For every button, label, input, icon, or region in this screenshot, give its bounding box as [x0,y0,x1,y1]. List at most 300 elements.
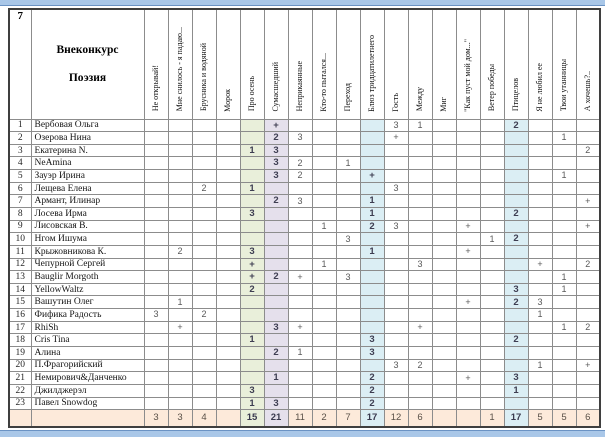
vote-cell[interactable] [240,170,264,183]
vote-cell[interactable]: 2 [264,271,288,284]
vote-cell[interactable] [144,384,168,397]
vote-cell[interactable] [432,220,456,233]
vote-cell[interactable] [552,347,576,360]
vote-cell[interactable] [216,119,240,132]
vote-cell[interactable] [480,397,504,410]
vote-cell[interactable]: 3 [264,170,288,183]
vote-cell[interactable]: 3 [384,220,408,233]
vote-cell[interactable] [192,207,216,220]
vote-cell[interactable] [552,233,576,246]
column-header[interactable] [504,9,528,119]
vote-cell[interactable] [168,207,192,220]
vote-cell[interactable] [264,220,288,233]
vote-cell[interactable] [216,283,240,296]
vote-cell[interactable]: 3 [360,347,384,360]
corner-cell[interactable]: 7 [9,9,31,119]
vote-cell[interactable]: 3 [360,334,384,347]
vote-cell[interactable]: 3 [240,245,264,258]
vote-cell[interactable] [456,233,480,246]
vote-cell[interactable] [360,144,384,157]
vote-cell[interactable]: 2 [288,157,312,170]
vote-cell[interactable] [264,207,288,220]
vote-cell[interactable] [216,397,240,410]
vote-cell[interactable] [576,397,600,410]
vote-cell[interactable] [168,157,192,170]
vote-cell[interactable] [264,359,288,372]
vote-cell[interactable] [312,397,336,410]
vote-cell[interactable] [144,182,168,195]
vote-cell[interactable] [240,347,264,360]
vote-cell[interactable] [288,283,312,296]
vote-cell[interactable] [168,283,192,296]
vote-cell[interactable] [240,309,264,322]
vote-cell[interactable] [456,170,480,183]
vote-cell[interactable] [312,296,336,309]
vote-cell[interactable]: 1 [360,245,384,258]
vote-cell[interactable] [480,347,504,360]
vote-cell[interactable] [192,372,216,385]
vote-cell[interactable] [312,359,336,372]
vote-cell[interactable] [456,144,480,157]
vote-cell[interactable]: 1 [312,258,336,271]
vote-cell[interactable] [480,245,504,258]
vote-cell[interactable] [168,220,192,233]
vote-cell[interactable] [432,207,456,220]
vote-cell[interactable] [312,321,336,334]
vote-cell[interactable] [360,271,384,284]
vote-cell[interactable] [312,384,336,397]
entry-name[interactable]: Немирович&Данченко [31,372,144,385]
vote-cell[interactable] [456,397,480,410]
vote-cell[interactable] [432,144,456,157]
vote-cell[interactable] [360,258,384,271]
vote-cell[interactable]: 2 [168,245,192,258]
vote-cell[interactable] [288,245,312,258]
vote-cell[interactable] [336,372,360,385]
vote-cell[interactable] [168,195,192,208]
vote-cell[interactable]: 1 [240,182,264,195]
title-cell[interactable] [31,9,144,119]
vote-cell[interactable] [360,119,384,132]
vote-cell[interactable]: 2 [504,119,528,132]
vote-cell[interactable] [432,245,456,258]
column-header[interactable] [240,9,264,119]
vote-cell[interactable] [144,359,168,372]
vote-cell[interactable] [288,309,312,322]
vote-cell[interactable]: + [360,170,384,183]
vote-cell[interactable] [456,384,480,397]
vote-cell[interactable] [216,271,240,284]
vote-cell[interactable] [336,119,360,132]
vote-cell[interactable]: 3 [384,182,408,195]
vote-cell[interactable] [240,157,264,170]
vote-cell[interactable]: + [240,258,264,271]
entry-name[interactable]: Вербовая Ольга [31,119,144,132]
vote-cell[interactable]: 1 [552,321,576,334]
column-header[interactable] [168,9,192,119]
column-header[interactable] [336,9,360,119]
vote-cell[interactable] [288,258,312,271]
vote-cell[interactable] [504,359,528,372]
vote-cell[interactable] [456,347,480,360]
vote-cell[interactable] [552,309,576,322]
vote-cell[interactable] [456,157,480,170]
vote-cell[interactable] [336,321,360,334]
vote-cell[interactable] [528,182,552,195]
vote-cell[interactable] [480,334,504,347]
vote-cell[interactable] [528,195,552,208]
vote-cell[interactable] [432,170,456,183]
vote-cell[interactable] [576,372,600,385]
vote-cell[interactable] [504,309,528,322]
vote-cell[interactable] [384,296,408,309]
vote-cell[interactable]: 2 [360,220,384,233]
vote-cell[interactable]: 2 [504,207,528,220]
vote-cell[interactable] [552,359,576,372]
vote-cell[interactable]: 1 [552,132,576,145]
vote-cell[interactable] [192,347,216,360]
entry-name[interactable]: Чепурной Сергей [31,258,144,271]
vote-cell[interactable] [384,258,408,271]
vote-cell[interactable] [384,309,408,322]
entry-name[interactable]: Екатерина N. [31,144,144,157]
vote-cell[interactable] [576,182,600,195]
vote-cell[interactable]: 2 [504,334,528,347]
vote-cell[interactable] [192,132,216,145]
entry-name[interactable]: RhiSh [31,321,144,334]
vote-cell[interactable] [384,397,408,410]
vote-cell[interactable]: 1 [408,119,432,132]
vote-cell[interactable] [336,207,360,220]
entry-name[interactable]: YellowWaltz [31,283,144,296]
entry-name[interactable]: Bauglir Morgoth [31,271,144,284]
vote-cell[interactable] [288,119,312,132]
vote-cell[interactable] [480,271,504,284]
vote-cell[interactable] [312,271,336,284]
vote-cell[interactable] [192,321,216,334]
vote-cell[interactable] [576,157,600,170]
vote-cell[interactable] [504,182,528,195]
vote-cell[interactable] [168,384,192,397]
vote-cell[interactable] [432,182,456,195]
vote-cell[interactable] [552,182,576,195]
vote-cell[interactable] [384,271,408,284]
vote-cell[interactable] [168,132,192,145]
vote-cell[interactable] [456,321,480,334]
vote-cell[interactable] [144,245,168,258]
column-header[interactable] [360,9,384,119]
vote-cell[interactable] [264,309,288,322]
vote-cell[interactable] [456,207,480,220]
vote-cell[interactable]: 1 [360,195,384,208]
vote-cell[interactable] [216,207,240,220]
vote-cell[interactable] [528,245,552,258]
vote-cell[interactable]: + [456,220,480,233]
vote-cell[interactable]: + [384,132,408,145]
vote-cell[interactable] [216,195,240,208]
vote-cell[interactable] [384,195,408,208]
vote-cell[interactable] [408,195,432,208]
vote-cell[interactable] [384,321,408,334]
vote-cell[interactable]: 3 [240,207,264,220]
vote-cell[interactable] [264,182,288,195]
vote-cell[interactable] [288,372,312,385]
vote-cell[interactable] [240,132,264,145]
vote-cell[interactable] [216,170,240,183]
vote-cell[interactable]: 1 [360,207,384,220]
vote-cell[interactable]: 2 [576,258,600,271]
vote-cell[interactable]: + [288,271,312,284]
vote-cell[interactable]: 2 [504,233,528,246]
vote-cell[interactable] [552,144,576,157]
vote-cell[interactable] [528,220,552,233]
vote-cell[interactable] [480,182,504,195]
vote-cell[interactable] [312,233,336,246]
vote-cell[interactable]: 1 [240,334,264,347]
vote-cell[interactable] [432,132,456,145]
vote-cell[interactable] [456,258,480,271]
vote-cell[interactable] [144,296,168,309]
vote-cell[interactable] [504,245,528,258]
vote-cell[interactable]: 3 [528,296,552,309]
vote-cell[interactable] [168,359,192,372]
vote-cell[interactable]: 3 [144,309,168,322]
vote-cell[interactable] [192,397,216,410]
vote-cell[interactable] [144,207,168,220]
vote-cell[interactable] [528,384,552,397]
vote-cell[interactable] [336,182,360,195]
vote-cell[interactable]: 1 [240,397,264,410]
vote-cell[interactable] [384,372,408,385]
vote-cell[interactable]: 2 [264,347,288,360]
vote-cell[interactable] [312,144,336,157]
vote-cell[interactable] [336,170,360,183]
vote-cell[interactable]: 2 [192,309,216,322]
vote-cell[interactable] [216,144,240,157]
vote-cell[interactable] [408,245,432,258]
vote-cell[interactable] [552,157,576,170]
vote-cell[interactable] [576,334,600,347]
vote-cell[interactable] [312,170,336,183]
vote-cell[interactable] [216,258,240,271]
entry-name[interactable]: Лосева Ирма [31,207,144,220]
vote-cell[interactable] [480,220,504,233]
vote-cell[interactable]: 3 [384,359,408,372]
vote-cell[interactable] [576,132,600,145]
vote-cell[interactable] [432,195,456,208]
vote-cell[interactable] [216,245,240,258]
vote-cell[interactable] [480,258,504,271]
vote-cell[interactable]: + [576,195,600,208]
column-header[interactable] [456,9,480,119]
vote-cell[interactable] [144,157,168,170]
column-header[interactable] [192,9,216,119]
vote-cell[interactable] [192,220,216,233]
entry-name[interactable]: NeAmina [31,157,144,170]
vote-cell[interactable] [312,245,336,258]
column-header[interactable] [288,9,312,119]
vote-cell[interactable] [528,334,552,347]
vote-cell[interactable]: 3 [264,144,288,157]
vote-cell[interactable] [480,170,504,183]
vote-cell[interactable] [192,384,216,397]
vote-cell[interactable]: 2 [360,372,384,385]
vote-cell[interactable] [408,271,432,284]
entry-name[interactable]: Нгом Ишума [31,233,144,246]
vote-cell[interactable] [528,397,552,410]
vote-cell[interactable] [552,207,576,220]
vote-cell[interactable] [312,157,336,170]
entry-name[interactable]: Павел Snowdog [31,397,144,410]
vote-cell[interactable] [240,296,264,309]
vote-cell[interactable]: + [456,245,480,258]
vote-cell[interactable] [168,372,192,385]
vote-cell[interactable] [528,283,552,296]
vote-cell[interactable] [192,119,216,132]
vote-cell[interactable] [408,283,432,296]
column-header[interactable] [312,9,336,119]
vote-cell[interactable] [384,170,408,183]
vote-cell[interactable] [288,359,312,372]
column-header[interactable] [216,9,240,119]
vote-cell[interactable] [480,195,504,208]
vote-cell[interactable] [528,132,552,145]
vote-cell[interactable] [576,271,600,284]
vote-cell[interactable] [504,170,528,183]
vote-cell[interactable] [408,334,432,347]
entry-name[interactable]: Зауэр Ирина [31,170,144,183]
vote-cell[interactable] [528,372,552,385]
vote-cell[interactable] [456,283,480,296]
vote-cell[interactable]: 1 [168,296,192,309]
entry-name[interactable]: Алина [31,347,144,360]
vote-cell[interactable] [168,119,192,132]
vote-cell[interactable] [504,347,528,360]
vote-cell[interactable] [528,207,552,220]
column-header[interactable] [552,9,576,119]
vote-cell[interactable] [192,144,216,157]
vote-cell[interactable] [336,296,360,309]
vote-cell[interactable]: 3 [336,271,360,284]
vote-cell[interactable]: 3 [288,132,312,145]
vote-cell[interactable] [360,309,384,322]
vote-cell[interactable] [480,296,504,309]
entry-name[interactable]: Cris Tina [31,334,144,347]
column-header[interactable] [408,9,432,119]
vote-cell[interactable] [240,119,264,132]
vote-cell[interactable] [264,233,288,246]
vote-cell[interactable] [336,397,360,410]
vote-cell[interactable] [408,170,432,183]
vote-cell[interactable] [216,384,240,397]
vote-cell[interactable] [552,258,576,271]
vote-cell[interactable] [240,359,264,372]
vote-cell[interactable] [288,233,312,246]
vote-cell[interactable] [456,132,480,145]
vote-cell[interactable] [504,144,528,157]
vote-cell[interactable] [240,233,264,246]
vote-cell[interactable] [264,283,288,296]
vote-cell[interactable] [384,347,408,360]
vote-cell[interactable]: + [240,271,264,284]
vote-cell[interactable]: 1 [552,283,576,296]
vote-cell[interactable] [288,182,312,195]
vote-cell[interactable] [192,233,216,246]
vote-cell[interactable] [480,384,504,397]
vote-cell[interactable] [552,384,576,397]
vote-cell[interactable] [144,321,168,334]
entry-name[interactable]: П.Фрагорийский [31,359,144,372]
vote-cell[interactable] [480,132,504,145]
vote-cell[interactable]: 1 [480,233,504,246]
vote-cell[interactable] [240,321,264,334]
vote-cell[interactable] [168,334,192,347]
vote-cell[interactable] [168,233,192,246]
vote-cell[interactable] [312,372,336,385]
vote-cell[interactable] [192,195,216,208]
vote-cell[interactable] [432,309,456,322]
vote-cell[interactable]: 3 [240,384,264,397]
vote-cell[interactable] [192,170,216,183]
vote-cell[interactable] [168,144,192,157]
vote-cell[interactable] [168,182,192,195]
vote-cell[interactable] [504,321,528,334]
vote-cell[interactable]: 2 [264,132,288,145]
vote-cell[interactable] [336,195,360,208]
vote-cell[interactable] [144,119,168,132]
vote-cell[interactable] [480,144,504,157]
vote-cell[interactable]: 2 [576,144,600,157]
vote-cell[interactable]: 1 [264,372,288,385]
vote-cell[interactable] [480,157,504,170]
vote-cell[interactable] [336,384,360,397]
vote-cell[interactable] [360,283,384,296]
vote-cell[interactable] [432,347,456,360]
vote-cell[interactable] [408,347,432,360]
vote-cell[interactable] [528,119,552,132]
vote-cell[interactable] [144,170,168,183]
vote-cell[interactable] [216,309,240,322]
vote-cell[interactable] [144,372,168,385]
vote-cell[interactable] [336,220,360,233]
vote-cell[interactable] [576,119,600,132]
vote-cell[interactable]: 3 [264,157,288,170]
vote-cell[interactable] [408,157,432,170]
vote-cell[interactable] [576,384,600,397]
vote-cell[interactable] [216,233,240,246]
vote-cell[interactable] [504,157,528,170]
column-header[interactable] [480,9,504,119]
vote-cell[interactable] [312,283,336,296]
vote-cell[interactable] [312,182,336,195]
vote-cell[interactable] [168,309,192,322]
vote-cell[interactable] [480,321,504,334]
vote-cell[interactable]: 1 [336,157,360,170]
vote-cell[interactable] [312,347,336,360]
vote-cell[interactable] [360,182,384,195]
vote-cell[interactable]: 1 [552,271,576,284]
vote-cell[interactable] [480,119,504,132]
vote-cell[interactable] [144,258,168,271]
vote-cell[interactable] [504,132,528,145]
vote-cell[interactable] [264,258,288,271]
vote-cell[interactable] [528,170,552,183]
vote-cell[interactable]: 3 [384,119,408,132]
vote-cell[interactable] [384,144,408,157]
vote-cell[interactable]: + [264,119,288,132]
vote-cell[interactable] [528,144,552,157]
vote-cell[interactable] [576,296,600,309]
